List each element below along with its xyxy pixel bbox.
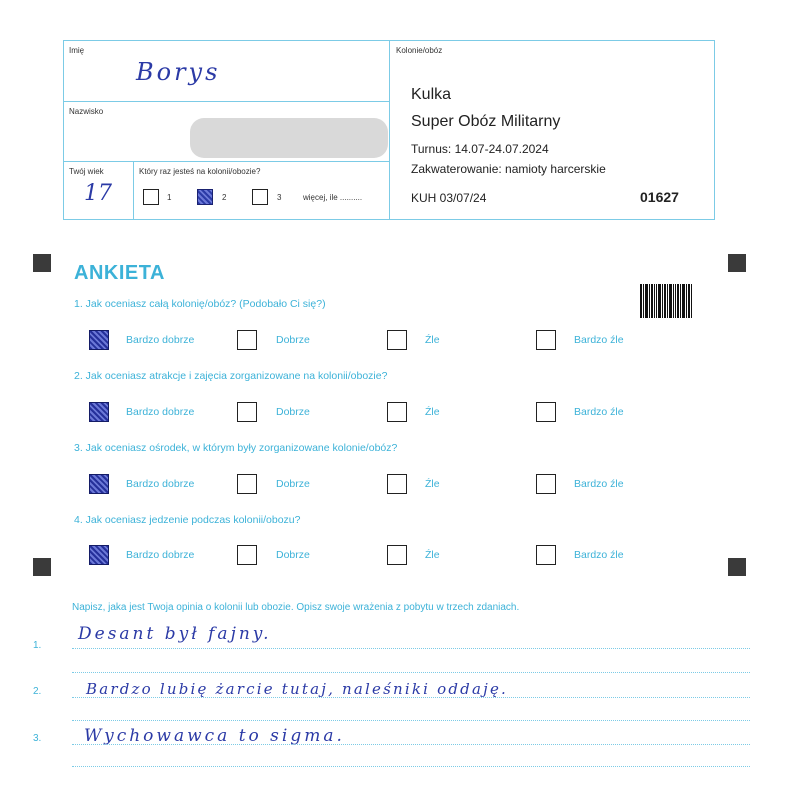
option-label: Źle (425, 478, 440, 490)
dotted-line (72, 744, 750, 745)
q3-option-zle-checkbox[interactable] (387, 474, 407, 494)
age-label: Twój wiek (69, 167, 104, 176)
times-checkbox-3[interactable] (252, 189, 268, 205)
opinion-line-number-2: 2. (33, 686, 42, 697)
q1-option-zle-checkbox[interactable] (387, 330, 407, 350)
option-label: Bardzo źle (574, 478, 624, 490)
option-label: Dobrze (276, 549, 310, 561)
question-text: 4. Jak oceniasz jedzenie podczas kolonii/obozu? (74, 514, 301, 526)
camp-code: KUH 03/07/24 (411, 191, 487, 205)
option-label: Bardzo źle (574, 406, 624, 418)
q4-option-bardzo-zle-checkbox[interactable] (536, 545, 556, 565)
q4-option-dobrze-checkbox[interactable] (237, 545, 257, 565)
question-text: 2. Jak oceniasz atrakcje i zajęcia zorganizowane na kolonii/obozie? (74, 370, 388, 382)
q4-option-bardzo-dobrze-checkbox[interactable] (89, 545, 109, 565)
opinion-line-number-3: 3. (33, 733, 42, 744)
q2-option-bardzo-zle-checkbox[interactable] (536, 402, 556, 422)
times-checkbox-1[interactable] (143, 189, 159, 205)
last-name-redacted (190, 118, 388, 158)
q2-option-dobrze-checkbox[interactable] (237, 402, 257, 422)
option-label: Bardzo dobrze (126, 334, 195, 346)
q2-option-bardzo-dobrze-checkbox[interactable] (89, 402, 109, 422)
first-name-box (63, 40, 390, 102)
camp-number: 01627 (640, 189, 679, 205)
option-label: Dobrze (276, 334, 310, 346)
option-label: Bardzo dobrze (126, 549, 195, 561)
q2-option-zle-checkbox[interactable] (387, 402, 407, 422)
last-name-label: Nazwisko (69, 107, 104, 116)
registration-marker-top-left (33, 254, 51, 272)
camp-label: Kolonie/obóz (396, 46, 443, 55)
opinion-line-number-1: 1. (33, 640, 42, 651)
q3-option-bardzo-zle-checkbox[interactable] (536, 474, 556, 494)
dotted-line (72, 648, 750, 649)
survey-title: ANKIETA (74, 262, 165, 284)
opinion-instruction: Napisz, jaka jest Twoja opinia o kolonii lub obozie. Opisz swoje wrażenia z pobytu w trzech zdaniach. (72, 602, 520, 613)
times-label: Który raz jesteś na kolonii/obozie? (139, 167, 261, 176)
age-value[interactable]: 17 (84, 181, 112, 206)
option-label: Dobrze (276, 478, 310, 490)
opinion-answer-2[interactable]: Bardzo lubię żarcie tutaj, naleśniki oddaję. (86, 680, 509, 698)
times-option-3-label: 3 (277, 193, 282, 202)
dotted-line (72, 697, 750, 698)
option-label: Źle (425, 549, 440, 561)
times-option-1-label: 1 (167, 193, 172, 202)
dotted-line (72, 720, 750, 721)
first-name-value[interactable]: Borys (136, 58, 221, 86)
registration-marker-bottom-left (33, 558, 51, 576)
camp-lodging: Zakwaterowanie: namioty harcerskie (411, 162, 606, 176)
option-label: Bardzo dobrze (126, 406, 195, 418)
option-label: Bardzo źle (574, 334, 624, 346)
q1-option-bardzo-dobrze-checkbox[interactable] (89, 330, 109, 350)
registration-marker-bottom-right (728, 558, 746, 576)
option-label: Bardzo źle (574, 549, 624, 561)
q1-option-dobrze-checkbox[interactable] (237, 330, 257, 350)
first-name-label: Imię (69, 46, 85, 55)
times-checkbox-2[interactable] (197, 189, 213, 205)
q3-option-bardzo-dobrze-checkbox[interactable] (89, 474, 109, 494)
registration-marker-top-right (728, 254, 746, 272)
option-label: Dobrze (276, 406, 310, 418)
question-text: 1. Jak oceniasz całą kolonię/obóz? (Podobało Ci się?) (74, 298, 326, 310)
opinion-answer-1[interactable]: Desant był fajny. (78, 624, 272, 644)
times-option-2-label: 2 (222, 193, 227, 202)
barcode (640, 284, 694, 318)
option-label: Źle (425, 406, 440, 418)
option-label: Źle (425, 334, 440, 346)
camp-turnus: Turnus: 14.07-24.07.2024 (411, 142, 549, 156)
times-more-label: więcej, ile .......... (303, 193, 363, 202)
question-text: 3. Jak oceniasz ośrodek, w którym były zorganizowane kolonie/obóz? (74, 442, 398, 454)
dotted-line (72, 672, 750, 673)
q4-option-zle-checkbox[interactable] (387, 545, 407, 565)
dotted-line (72, 766, 750, 767)
opinion-answer-3[interactable]: Wychowawca to sigma. (84, 726, 345, 746)
camp-name-line1: Kulka (411, 86, 452, 103)
q1-option-bardzo-zle-checkbox[interactable] (536, 330, 556, 350)
q3-option-dobrze-checkbox[interactable] (237, 474, 257, 494)
camp-name-line2: Super Obóz Militarny (411, 113, 561, 130)
option-label: Bardzo dobrze (126, 478, 195, 490)
